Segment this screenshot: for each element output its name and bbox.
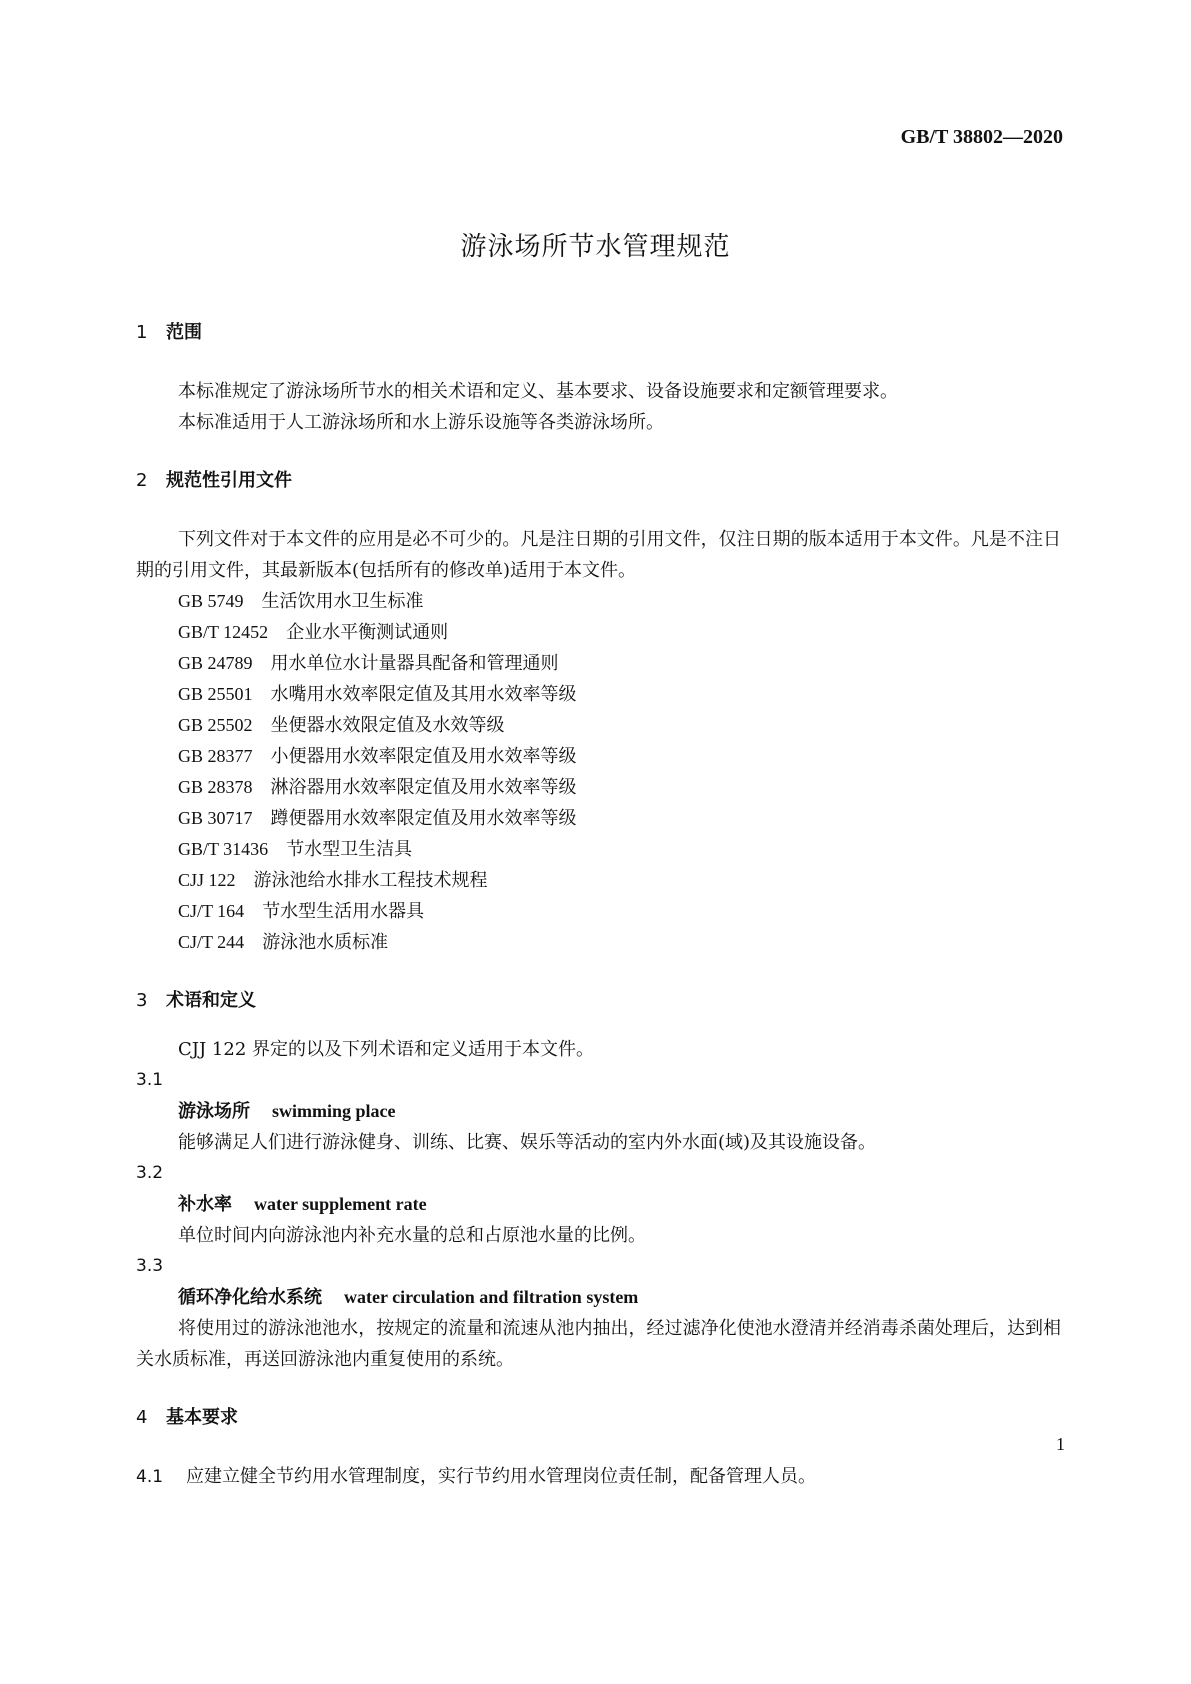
term-zh: 补水率 <box>178 1194 232 1215</box>
term-number: 3.2 <box>136 1163 164 1183</box>
reference-code: GB 24789 <box>178 653 253 673</box>
term-en: water supplement rate <box>254 1194 427 1214</box>
section-number: 4 <box>136 1407 148 1428</box>
section-4-heading <box>136 1403 1061 1433</box>
section-number: 2 <box>136 470 148 491</box>
document-title: 游泳场所节水管理规范 <box>460 232 731 262</box>
term-definition: 将使用过的游泳池池水，按规定的流量和流速从池内抽出，经过滤净化使池水澄清并经消毒杀菌处理后，达到相关水质标准，再送回游泳池内重复使用的系统。 <box>136 1318 1061 1370</box>
clause <box>136 1461 1061 1493</box>
clause-number: 4.1 <box>136 1467 164 1487</box>
term-definition: 能够满足人们进行游泳健身、训练、比赛、娱乐等活动的室内外水面(域)及其设施设备。 <box>178 1132 877 1153</box>
reference-title: 节水型卫生洁具 <box>286 839 413 860</box>
reference-title: 水嘴用水效率限定值及其用水效率等级 <box>270 684 577 705</box>
terms-intro: CJJ 122 界定的以及下列术语和定义适用于本文件。 <box>178 1039 595 1060</box>
term-name <box>136 1282 1061 1313</box>
reference-code: GB 28378 <box>178 777 253 797</box>
reference-code: GB 25502 <box>178 715 253 735</box>
reference-code: CJ/T 164 <box>178 901 245 921</box>
reference-title: 小便器用水效率限定值及用水效率等级 <box>270 746 577 767</box>
reference-title: 游泳池给水排水工程技术规程 <box>253 870 488 891</box>
reference-item <box>136 617 1061 648</box>
reference-code: GB 25501 <box>178 684 253 704</box>
section-title: 基本要求 <box>166 1407 238 1428</box>
reference-title: 企业水平衡测试通则 <box>286 622 449 643</box>
section-title: 范围 <box>166 322 202 343</box>
term-name <box>136 1189 1061 1220</box>
term-zh: 游泳场所 <box>178 1101 250 1122</box>
page-number: 1 <box>1056 1434 1065 1454</box>
reference-item <box>136 741 1061 772</box>
term-name <box>136 1096 1061 1127</box>
section-2-heading <box>136 466 1061 496</box>
reference-item <box>136 648 1061 679</box>
term-en: water circulation and filtration system <box>344 1287 639 1307</box>
reference-title: 用水单位水计量器具配备和管理通则 <box>270 653 559 674</box>
scope-paragraph: 本标准规定了游泳场所节水的相关术语和定义、基本要求、设备设施要求和定额管理要求。 <box>178 381 898 402</box>
term-number: 3.3 <box>136 1256 164 1276</box>
standard-code: GB/T 38802—2020 <box>900 126 1063 148</box>
clause-text: 应建立健全节约用水管理制度，实行节约用水管理岗位责任制，配备管理人员。 <box>186 1466 816 1487</box>
term-zh: 循环净化给水系统 <box>178 1287 322 1308</box>
term-number: 3.1 <box>136 1070 164 1090</box>
section-title: 术语和定义 <box>166 990 256 1011</box>
reference-item <box>136 834 1061 865</box>
references-intro: 下列文件对于本文件的应用是必不可少的。凡是注日期的引用文件，仅注日期的版本适用于本文件。凡是不注日期的引用文件，其最新版本(包括所有的修改单)适用于本文件。 <box>136 529 1061 581</box>
reference-code: GB/T 12452 <box>178 622 269 642</box>
reference-item <box>136 896 1061 927</box>
scope-paragraph: 本标准适用于人工游泳场所和水上游乐设施等各类游泳场所。 <box>178 412 664 433</box>
document-body <box>136 318 1061 1493</box>
reference-code: GB 28377 <box>178 746 253 766</box>
reference-code: CJJ 122 <box>178 870 236 890</box>
reference-title: 生活饮用水卫生标准 <box>261 591 424 612</box>
reference-code: CJ/T 244 <box>178 932 245 952</box>
reference-title: 蹲便器用水效率限定值及用水效率等级 <box>270 808 577 829</box>
reference-item <box>136 679 1061 710</box>
reference-code: GB 5749 <box>178 591 244 611</box>
term-en: swimming place <box>272 1101 396 1121</box>
reference-title: 游泳池水质标准 <box>262 932 389 953</box>
section-1-heading <box>136 318 1061 348</box>
section-title: 规范性引用文件 <box>166 470 292 491</box>
reference-code: GB/T 31436 <box>178 839 269 859</box>
reference-item <box>136 586 1061 617</box>
reference-item <box>136 772 1061 803</box>
section-number: 1 <box>136 322 148 343</box>
reference-item <box>136 865 1061 896</box>
reference-item <box>136 803 1061 834</box>
reference-title: 淋浴器用水效率限定值及用水效率等级 <box>270 777 577 798</box>
section-number: 3 <box>136 990 148 1011</box>
term-definition: 单位时间内向游泳池内补充水量的总和占原池水量的比例。 <box>178 1225 646 1246</box>
reference-title: 节水型生活用水器具 <box>262 901 425 922</box>
reference-code: GB 30717 <box>178 808 253 828</box>
reference-title: 坐便器水效限定值及水效等级 <box>270 715 505 736</box>
reference-item <box>136 927 1061 958</box>
reference-item <box>136 710 1061 741</box>
section-3-heading <box>136 986 1061 1016</box>
